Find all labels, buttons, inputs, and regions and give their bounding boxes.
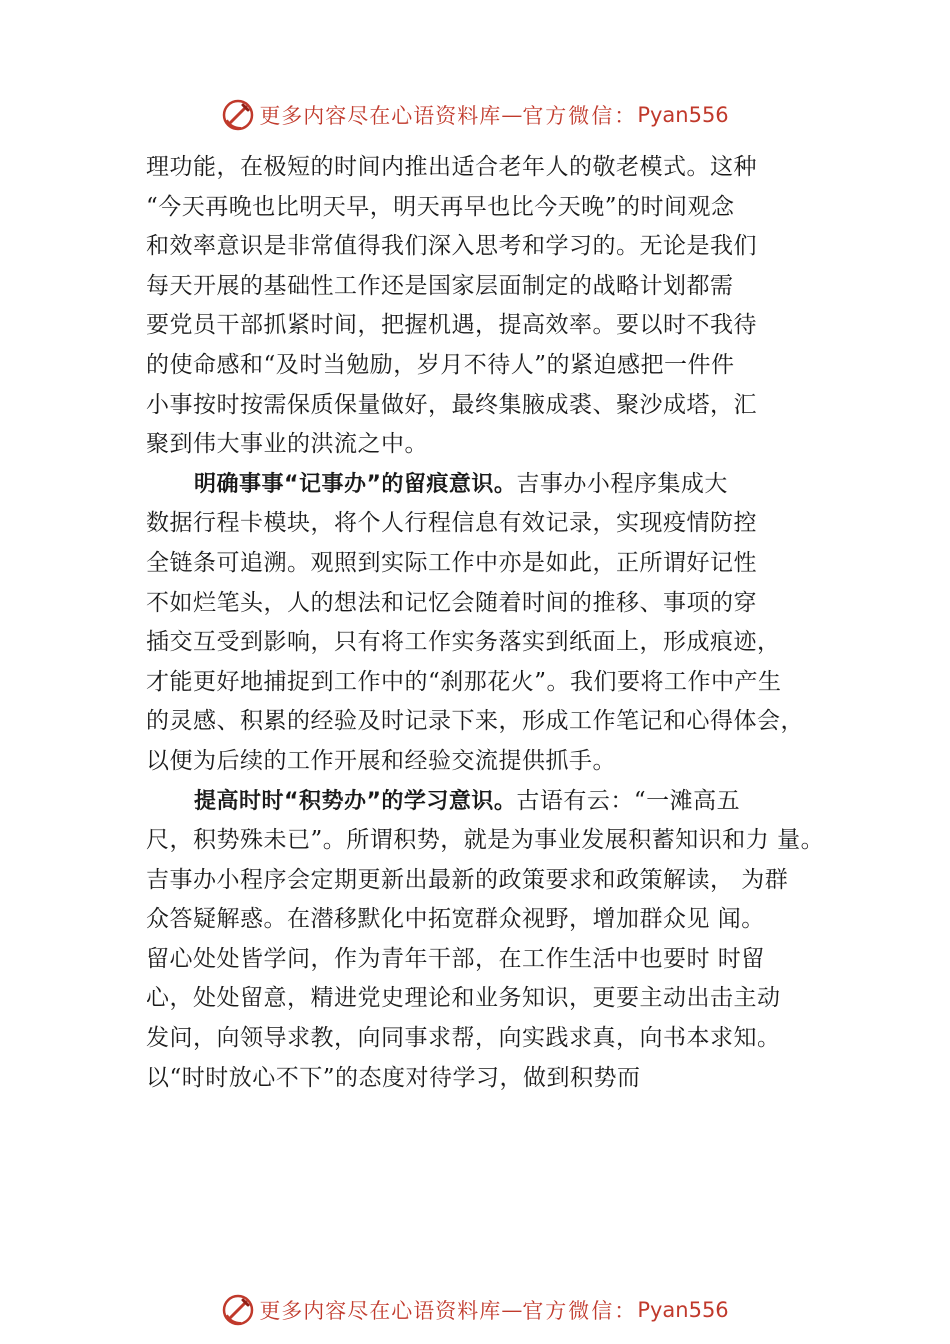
text-line (146, 663, 846, 703)
pen-logo-icon (221, 1293, 255, 1327)
text-line (146, 940, 846, 980)
line-text: 以便为后续的工作开展和经验交流提供抓手。 (146, 747, 616, 774)
section-heading: 明确事事“记事办”的留痕意识。 (194, 471, 517, 497)
text-line (146, 782, 846, 822)
text-line (146, 504, 846, 544)
text-line (146, 900, 846, 940)
text-line (146, 821, 846, 861)
pen-logo-icon (221, 98, 255, 132)
footer-watermark (0, 1290, 950, 1330)
text-line (146, 346, 846, 386)
line-text: 尺，积势殊未已”。所谓积势，就是为事业发展积蓄知识和力 量。 (146, 827, 825, 854)
text-line (146, 861, 846, 901)
line-text: 的灵感、积累的经验及时记录下来，形成工作笔记和心得体会， (146, 708, 804, 735)
watermark-label: 官方微信： (522, 104, 638, 128)
line-text: 古语有云：“一滩高五 (516, 787, 741, 814)
section-heading: 提高时时“积势办”的学习意识。 (194, 788, 517, 814)
text-line (146, 544, 846, 584)
text-line (146, 623, 846, 663)
text-line (146, 188, 846, 228)
line-text: 小事按时按需保质保量做好，最终集腋成裘、聚沙成塔，汇 (146, 391, 757, 418)
line-text: 留心处处皆学问，作为青年干部，在工作生活中也要时 时留 (146, 945, 765, 972)
text-line (146, 1059, 846, 1099)
text-line (146, 148, 846, 188)
text-line (146, 584, 846, 624)
line-text: 数据行程卡模块，将个人行程信息有效记录，实现疫情防控 (146, 510, 757, 537)
text-line (146, 1019, 846, 1059)
watermark-id: Pyan556 (637, 1298, 729, 1322)
watermark-id: Pyan556 (637, 103, 729, 127)
text-line (146, 465, 846, 505)
text-line (146, 227, 846, 267)
text-line (146, 979, 846, 1019)
document-body (146, 148, 846, 1098)
line-text: 吉事办小程序集成大 (516, 470, 728, 497)
line-text: 理功能，在极短的时间内推出适合老年人的敬老模式。这种 (146, 154, 757, 180)
watermark-dash: — (501, 1298, 523, 1322)
watermark-text: 更多内容尽在心语资料库 (259, 104, 502, 128)
line-text: 发问，向领导求教，向同事求帮，向实践求真，向书本求知。 (146, 1025, 781, 1052)
line-text: 众答疑解惑。在潜移默化中拓宽群众视野，增加群众见 闻。 (146, 906, 765, 933)
line-text: 心，处处留意，精进党史理论和业务知识，更要主动出击主动 (146, 985, 781, 1012)
line-text: 全链条可追溯。观照到实际工作中亦是如此，正所谓好记性 (146, 549, 757, 576)
text-line (146, 425, 846, 465)
line-text: 的使命感和“及时当勉励，岁月不待人”的紧迫感把一件件 (146, 351, 735, 378)
line-text: 聚到伟大事业的洪流之中。 (146, 431, 428, 458)
line-text: 不如烂笔头，人的想法和记忆会随着时间的推移、事项的穿 (146, 589, 757, 616)
text-line (146, 267, 846, 307)
line-text: “今天再晚也比明天早，明天再早也比今天晚”的时间观念 (146, 193, 735, 220)
line-text: 吉事办小程序会定期更新出最新的政策要求和政策解读， 为群 (146, 866, 789, 893)
line-text: 和效率意识是非常值得我们深入思考和学习的。无论是我们 (146, 233, 757, 260)
line-text: 以“时时放心不下”的态度对待学习，做到积势而 (146, 1064, 641, 1091)
text-line (146, 702, 846, 742)
header-watermark (0, 95, 950, 135)
line-text: 插交互受到影响，只有将工作实务落实到纸面上，形成痕迹， (146, 629, 781, 656)
watermark-label: 官方微信： (522, 1299, 638, 1323)
text-line (146, 306, 846, 346)
text-line (146, 742, 846, 782)
line-text: 要党员干部抓紧时间，把握机遇，提高效率。要以时不我待 (146, 312, 757, 339)
line-text: 才能更好地捕捉到工作中的“刹那花火”。我们要将工作中产生 (146, 668, 782, 695)
text-line (146, 386, 846, 426)
watermark-text: 更多内容尽在心语资料库 (259, 1299, 502, 1323)
line-text: 每天开展的基础性工作还是国家层面制定的战略计划都需 (146, 272, 734, 299)
watermark-dash: — (501, 103, 523, 127)
